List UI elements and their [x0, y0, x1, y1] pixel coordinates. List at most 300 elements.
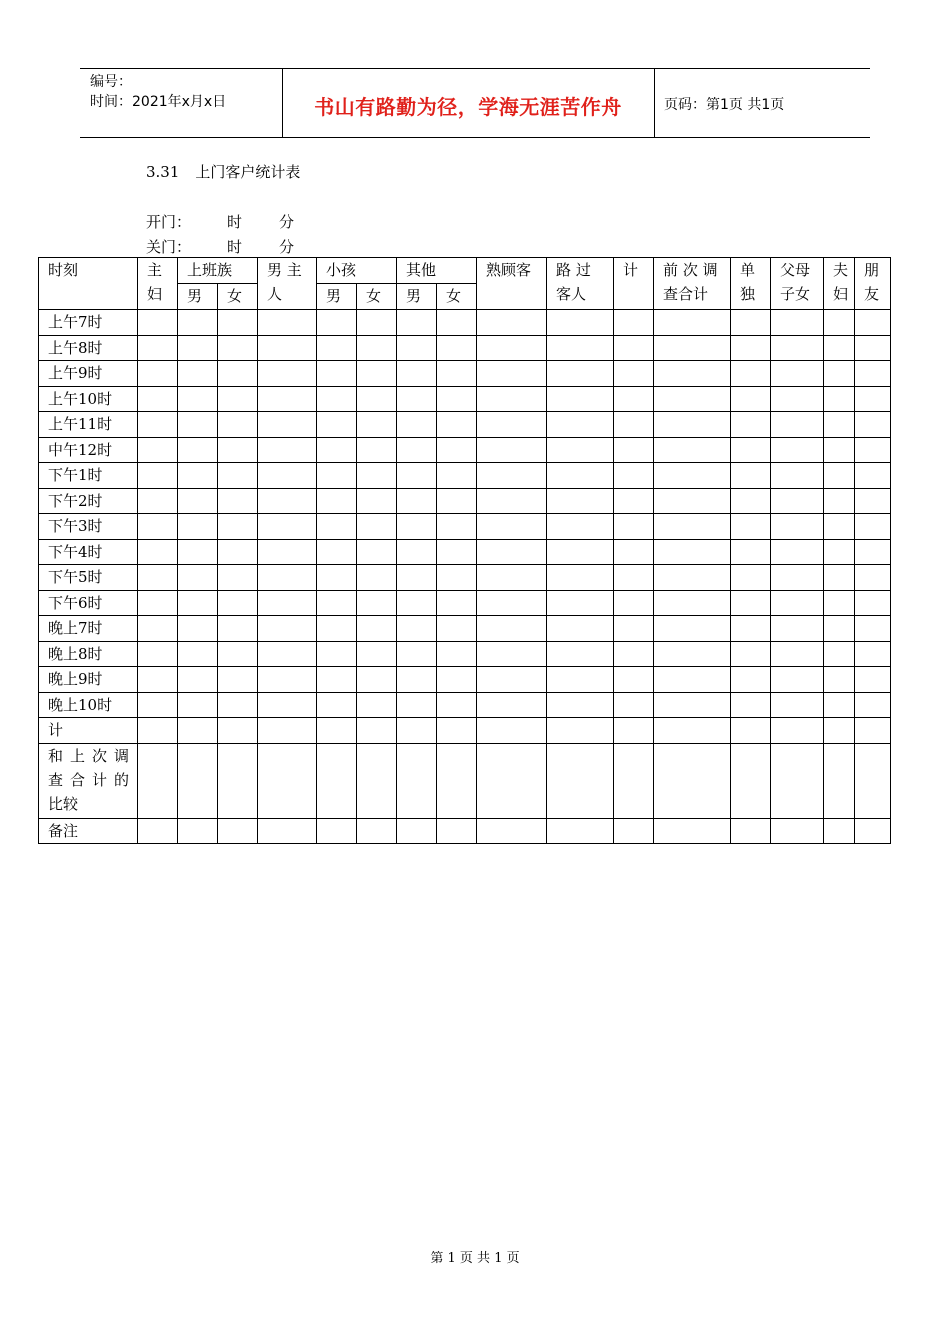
entry-cell[interactable] — [477, 667, 547, 693]
entry-cell[interactable] — [437, 539, 477, 565]
entry-cell[interactable] — [317, 818, 357, 844]
entry-cell[interactable] — [477, 514, 547, 540]
entry-cell[interactable] — [357, 488, 397, 514]
entry-cell[interactable] — [855, 641, 891, 667]
entry-cell[interactable] — [138, 463, 178, 489]
entry-cell[interactable] — [317, 335, 357, 361]
entry-cell[interactable] — [317, 361, 357, 387]
entry-cell[interactable] — [614, 667, 654, 693]
entry-cell[interactable] — [614, 412, 654, 438]
entry-cell[interactable] — [771, 718, 824, 744]
entry-cell[interactable] — [258, 692, 317, 718]
entry-cell[interactable] — [437, 818, 477, 844]
entry-cell[interactable] — [654, 590, 731, 616]
entry-cell[interactable] — [437, 361, 477, 387]
entry-cell[interactable] — [178, 412, 218, 438]
entry-cell[interactable] — [731, 590, 771, 616]
entry-cell[interactable] — [477, 590, 547, 616]
entry-cell[interactable] — [731, 437, 771, 463]
entry-cell[interactable] — [258, 641, 317, 667]
entry-cell[interactable] — [547, 463, 614, 489]
entry-cell[interactable] — [824, 590, 855, 616]
entry-cell[interactable] — [357, 718, 397, 744]
entry-cell[interactable] — [138, 361, 178, 387]
entry-cell[interactable] — [317, 310, 357, 336]
entry-cell[interactable] — [824, 616, 855, 642]
entry-cell[interactable] — [218, 590, 258, 616]
entry-cell[interactable] — [855, 616, 891, 642]
entry-cell[interactable] — [477, 310, 547, 336]
entry-cell[interactable] — [731, 361, 771, 387]
entry-cell[interactable] — [138, 310, 178, 336]
entry-cell[interactable] — [771, 361, 824, 387]
entry-cell[interactable] — [547, 437, 614, 463]
entry-cell[interactable] — [614, 590, 654, 616]
entry-cell[interactable] — [731, 743, 771, 818]
entry-cell[interactable] — [138, 437, 178, 463]
entry-cell[interactable] — [437, 412, 477, 438]
entry-cell[interactable] — [138, 590, 178, 616]
entry-cell[interactable] — [855, 437, 891, 463]
entry-cell[interactable] — [731, 488, 771, 514]
entry-cell[interactable] — [824, 565, 855, 591]
entry-cell[interactable] — [138, 718, 178, 744]
entry-cell[interactable] — [771, 818, 824, 844]
entry-cell[interactable] — [614, 514, 654, 540]
entry-cell[interactable] — [397, 590, 437, 616]
entry-cell[interactable] — [824, 488, 855, 514]
entry-cell[interactable] — [855, 335, 891, 361]
entry-cell[interactable] — [654, 412, 731, 438]
entry-cell[interactable] — [317, 718, 357, 744]
entry-cell[interactable] — [178, 641, 218, 667]
entry-cell[interactable] — [771, 412, 824, 438]
entry-cell[interactable] — [218, 361, 258, 387]
entry-cell[interactable] — [654, 692, 731, 718]
entry-cell[interactable] — [437, 692, 477, 718]
entry-cell[interactable] — [218, 641, 258, 667]
entry-cell[interactable] — [547, 641, 614, 667]
entry-cell[interactable] — [357, 361, 397, 387]
entry-cell[interactable] — [138, 641, 178, 667]
entry-cell[interactable] — [437, 590, 477, 616]
entry-cell[interactable] — [397, 565, 437, 591]
entry-cell[interactable] — [258, 437, 317, 463]
entry-cell[interactable] — [771, 565, 824, 591]
entry-cell[interactable] — [547, 310, 614, 336]
entry-cell[interactable] — [477, 412, 547, 438]
entry-cell[interactable] — [824, 335, 855, 361]
entry-cell[interactable] — [258, 514, 317, 540]
entry-cell[interactable] — [258, 616, 317, 642]
entry-cell[interactable] — [437, 463, 477, 489]
entry-cell[interactable] — [855, 412, 891, 438]
entry-cell[interactable] — [855, 818, 891, 844]
entry-cell[interactable] — [547, 539, 614, 565]
entry-cell[interactable] — [771, 514, 824, 540]
entry-cell[interactable] — [477, 335, 547, 361]
entry-cell[interactable] — [138, 386, 178, 412]
entry-cell[interactable] — [547, 718, 614, 744]
entry-cell[interactable] — [614, 463, 654, 489]
entry-cell[interactable] — [397, 743, 437, 818]
entry-cell[interactable] — [824, 463, 855, 489]
entry-cell[interactable] — [317, 692, 357, 718]
entry-cell[interactable] — [824, 514, 855, 540]
entry-cell[interactable] — [614, 641, 654, 667]
entry-cell[interactable] — [547, 412, 614, 438]
entry-cell[interactable] — [178, 565, 218, 591]
entry-cell[interactable] — [547, 616, 614, 642]
entry-cell[interactable] — [437, 667, 477, 693]
entry-cell[interactable] — [138, 743, 178, 818]
entry-cell[interactable] — [258, 335, 317, 361]
entry-cell[interactable] — [654, 718, 731, 744]
entry-cell[interactable] — [397, 718, 437, 744]
entry-cell[interactable] — [218, 386, 258, 412]
entry-cell[interactable] — [771, 743, 824, 818]
entry-cell[interactable] — [178, 514, 218, 540]
entry-cell[interactable] — [437, 641, 477, 667]
entry-cell[interactable] — [138, 514, 178, 540]
entry-cell[interactable] — [771, 437, 824, 463]
entry-cell[interactable] — [218, 667, 258, 693]
entry-cell[interactable] — [771, 641, 824, 667]
entry-cell[interactable] — [218, 335, 258, 361]
entry-cell[interactable] — [397, 818, 437, 844]
entry-cell[interactable] — [357, 818, 397, 844]
entry-cell[interactable] — [547, 386, 614, 412]
entry-cell[interactable] — [178, 667, 218, 693]
entry-cell[interactable] — [771, 310, 824, 336]
entry-cell[interactable] — [855, 539, 891, 565]
entry-cell[interactable] — [437, 488, 477, 514]
entry-cell[interactable] — [547, 667, 614, 693]
entry-cell[interactable] — [731, 310, 771, 336]
entry-cell[interactable] — [397, 386, 437, 412]
entry-cell[interactable] — [731, 718, 771, 744]
entry-cell[interactable] — [654, 565, 731, 591]
entry-cell[interactable] — [771, 335, 824, 361]
entry-cell[interactable] — [654, 667, 731, 693]
entry-cell[interactable] — [477, 692, 547, 718]
entry-cell[interactable] — [614, 437, 654, 463]
entry-cell[interactable] — [477, 488, 547, 514]
entry-cell[interactable] — [855, 565, 891, 591]
entry-cell[interactable] — [614, 386, 654, 412]
entry-cell[interactable] — [824, 718, 855, 744]
entry-cell[interactable] — [317, 386, 357, 412]
entry-cell[interactable] — [771, 616, 824, 642]
entry-cell[interactable] — [731, 692, 771, 718]
entry-cell[interactable] — [357, 743, 397, 818]
entry-cell[interactable] — [218, 692, 258, 718]
entry-cell[interactable] — [218, 743, 258, 818]
entry-cell[interactable] — [317, 743, 357, 818]
entry-cell[interactable] — [397, 437, 437, 463]
entry-cell[interactable] — [397, 667, 437, 693]
entry-cell[interactable] — [357, 616, 397, 642]
entry-cell[interactable] — [397, 692, 437, 718]
entry-cell[interactable] — [178, 590, 218, 616]
entry-cell[interactable] — [437, 743, 477, 818]
entry-cell[interactable] — [357, 692, 397, 718]
entry-cell[interactable] — [397, 412, 437, 438]
entry-cell[interactable] — [317, 412, 357, 438]
entry-cell[interactable] — [824, 310, 855, 336]
entry-cell[interactable] — [824, 743, 855, 818]
entry-cell[interactable] — [138, 412, 178, 438]
entry-cell[interactable] — [357, 412, 397, 438]
entry-cell[interactable] — [824, 667, 855, 693]
entry-cell[interactable] — [477, 743, 547, 818]
entry-cell[interactable] — [258, 718, 317, 744]
entry-cell[interactable] — [547, 488, 614, 514]
entry-cell[interactable] — [547, 514, 614, 540]
entry-cell[interactable] — [731, 335, 771, 361]
entry-cell[interactable] — [258, 386, 317, 412]
entry-cell[interactable] — [614, 692, 654, 718]
entry-cell[interactable] — [855, 361, 891, 387]
entry-cell[interactable] — [178, 488, 218, 514]
entry-cell[interactable] — [218, 539, 258, 565]
entry-cell[interactable] — [258, 361, 317, 387]
entry-cell[interactable] — [477, 718, 547, 744]
entry-cell[interactable] — [654, 514, 731, 540]
entry-cell[interactable] — [824, 437, 855, 463]
entry-cell[interactable] — [357, 463, 397, 489]
entry-cell[interactable] — [317, 437, 357, 463]
entry-cell[interactable] — [397, 514, 437, 540]
entry-cell[interactable] — [477, 616, 547, 642]
entry-cell[interactable] — [218, 565, 258, 591]
entry-cell[interactable] — [178, 539, 218, 565]
entry-cell[interactable] — [654, 463, 731, 489]
entry-cell[interactable] — [218, 412, 258, 438]
entry-cell[interactable] — [317, 514, 357, 540]
entry-cell[interactable] — [477, 463, 547, 489]
entry-cell[interactable] — [218, 463, 258, 489]
entry-cell[interactable] — [258, 743, 317, 818]
entry-cell[interactable] — [178, 743, 218, 818]
entry-cell[interactable] — [547, 565, 614, 591]
entry-cell[interactable] — [357, 310, 397, 336]
entry-cell[interactable] — [397, 361, 437, 387]
entry-cell[interactable] — [477, 641, 547, 667]
entry-cell[interactable] — [357, 667, 397, 693]
entry-cell[interactable] — [654, 488, 731, 514]
entry-cell[interactable] — [138, 616, 178, 642]
entry-cell[interactable] — [614, 539, 654, 565]
entry-cell[interactable] — [138, 488, 178, 514]
entry-cell[interactable] — [731, 616, 771, 642]
entry-cell[interactable] — [178, 437, 218, 463]
entry-cell[interactable] — [258, 565, 317, 591]
entry-cell[interactable] — [547, 335, 614, 361]
entry-cell[interactable] — [178, 463, 218, 489]
entry-cell[interactable] — [547, 361, 614, 387]
entry-cell[interactable] — [771, 463, 824, 489]
entry-cell[interactable] — [357, 335, 397, 361]
entry-cell[interactable] — [437, 718, 477, 744]
entry-cell[interactable] — [855, 310, 891, 336]
entry-cell[interactable] — [258, 463, 317, 489]
entry-cell[interactable] — [614, 310, 654, 336]
entry-cell[interactable] — [824, 539, 855, 565]
entry-cell[interactable] — [547, 743, 614, 818]
entry-cell[interactable] — [317, 641, 357, 667]
entry-cell[interactable] — [731, 539, 771, 565]
entry-cell[interactable] — [178, 310, 218, 336]
entry-cell[interactable] — [654, 335, 731, 361]
entry-cell[interactable] — [437, 565, 477, 591]
entry-cell[interactable] — [824, 386, 855, 412]
entry-cell[interactable] — [614, 616, 654, 642]
entry-cell[interactable] — [317, 488, 357, 514]
entry-cell[interactable] — [654, 616, 731, 642]
entry-cell[interactable] — [397, 310, 437, 336]
entry-cell[interactable] — [614, 335, 654, 361]
entry-cell[interactable] — [654, 310, 731, 336]
entry-cell[interactable] — [824, 818, 855, 844]
entry-cell[interactable] — [731, 818, 771, 844]
entry-cell[interactable] — [397, 488, 437, 514]
entry-cell[interactable] — [477, 386, 547, 412]
entry-cell[interactable] — [258, 539, 317, 565]
entry-cell[interactable] — [731, 412, 771, 438]
entry-cell[interactable] — [437, 437, 477, 463]
entry-cell[interactable] — [397, 641, 437, 667]
entry-cell[interactable] — [654, 386, 731, 412]
entry-cell[interactable] — [178, 692, 218, 718]
entry-cell[interactable] — [138, 539, 178, 565]
entry-cell[interactable] — [731, 565, 771, 591]
entry-cell[interactable] — [357, 590, 397, 616]
entry-cell[interactable] — [138, 818, 178, 844]
entry-cell[interactable] — [218, 437, 258, 463]
entry-cell[interactable] — [855, 590, 891, 616]
entry-cell[interactable] — [178, 386, 218, 412]
entry-cell[interactable] — [654, 437, 731, 463]
entry-cell[interactable] — [614, 743, 654, 818]
entry-cell[interactable] — [824, 361, 855, 387]
entry-cell[interactable] — [258, 310, 317, 336]
entry-cell[interactable] — [317, 565, 357, 591]
entry-cell[interactable] — [614, 818, 654, 844]
entry-cell[interactable] — [614, 361, 654, 387]
entry-cell[interactable] — [397, 463, 437, 489]
entry-cell[interactable] — [614, 565, 654, 591]
entry-cell[interactable] — [477, 818, 547, 844]
entry-cell[interactable] — [357, 641, 397, 667]
entry-cell[interactable] — [317, 616, 357, 642]
entry-cell[interactable] — [258, 590, 317, 616]
entry-cell[interactable] — [357, 539, 397, 565]
entry-cell[interactable] — [357, 514, 397, 540]
entry-cell[interactable] — [477, 565, 547, 591]
entry-cell[interactable] — [771, 590, 824, 616]
entry-cell[interactable] — [855, 692, 891, 718]
entry-cell[interactable] — [437, 616, 477, 642]
entry-cell[interactable] — [855, 488, 891, 514]
entry-cell[interactable] — [771, 667, 824, 693]
entry-cell[interactable] — [258, 818, 317, 844]
entry-cell[interactable] — [855, 718, 891, 744]
entry-cell[interactable] — [855, 514, 891, 540]
entry-cell[interactable] — [138, 335, 178, 361]
entry-cell[interactable] — [547, 590, 614, 616]
entry-cell[interactable] — [317, 590, 357, 616]
entry-cell[interactable] — [178, 616, 218, 642]
entry-cell[interactable] — [397, 335, 437, 361]
entry-cell[interactable] — [437, 514, 477, 540]
entry-cell[interactable] — [357, 437, 397, 463]
entry-cell[interactable] — [771, 539, 824, 565]
entry-cell[interactable] — [218, 310, 258, 336]
entry-cell[interactable] — [771, 692, 824, 718]
entry-cell[interactable] — [258, 488, 317, 514]
entry-cell[interactable] — [771, 386, 824, 412]
entry-cell[interactable] — [357, 565, 397, 591]
entry-cell[interactable] — [397, 616, 437, 642]
entry-cell[interactable] — [855, 667, 891, 693]
entry-cell[interactable] — [824, 692, 855, 718]
entry-cell[interactable] — [218, 616, 258, 642]
entry-cell[interactable] — [317, 463, 357, 489]
entry-cell[interactable] — [731, 641, 771, 667]
entry-cell[interactable] — [477, 539, 547, 565]
entry-cell[interactable] — [855, 386, 891, 412]
entry-cell[interactable] — [357, 386, 397, 412]
entry-cell[interactable] — [547, 818, 614, 844]
entry-cell[interactable] — [437, 310, 477, 336]
entry-cell[interactable] — [731, 514, 771, 540]
entry-cell[interactable] — [258, 667, 317, 693]
entry-cell[interactable] — [614, 718, 654, 744]
entry-cell[interactable] — [824, 641, 855, 667]
entry-cell[interactable] — [824, 412, 855, 438]
entry-cell[interactable] — [218, 514, 258, 540]
entry-cell[interactable] — [614, 488, 654, 514]
entry-cell[interactable] — [258, 412, 317, 438]
entry-cell[interactable] — [654, 539, 731, 565]
entry-cell[interactable] — [654, 818, 731, 844]
entry-cell[interactable] — [477, 361, 547, 387]
entry-cell[interactable] — [855, 743, 891, 818]
entry-cell[interactable] — [317, 667, 357, 693]
entry-cell[interactable] — [218, 488, 258, 514]
entry-cell[interactable] — [437, 335, 477, 361]
entry-cell[interactable] — [477, 437, 547, 463]
entry-cell[interactable] — [138, 565, 178, 591]
entry-cell[interactable] — [218, 718, 258, 744]
entry-cell[interactable] — [771, 488, 824, 514]
entry-cell[interactable] — [178, 361, 218, 387]
entry-cell[interactable] — [178, 818, 218, 844]
entry-cell[interactable] — [138, 692, 178, 718]
entry-cell[interactable] — [547, 692, 614, 718]
entry-cell[interactable] — [178, 718, 218, 744]
entry-cell[interactable] — [654, 743, 731, 818]
entry-cell[interactable] — [138, 667, 178, 693]
entry-cell[interactable] — [731, 667, 771, 693]
entry-cell[interactable] — [654, 641, 731, 667]
entry-cell[interactable] — [437, 386, 477, 412]
entry-cell[interactable] — [218, 818, 258, 844]
entry-cell[interactable] — [654, 361, 731, 387]
entry-cell[interactable] — [731, 386, 771, 412]
entry-cell[interactable] — [178, 335, 218, 361]
